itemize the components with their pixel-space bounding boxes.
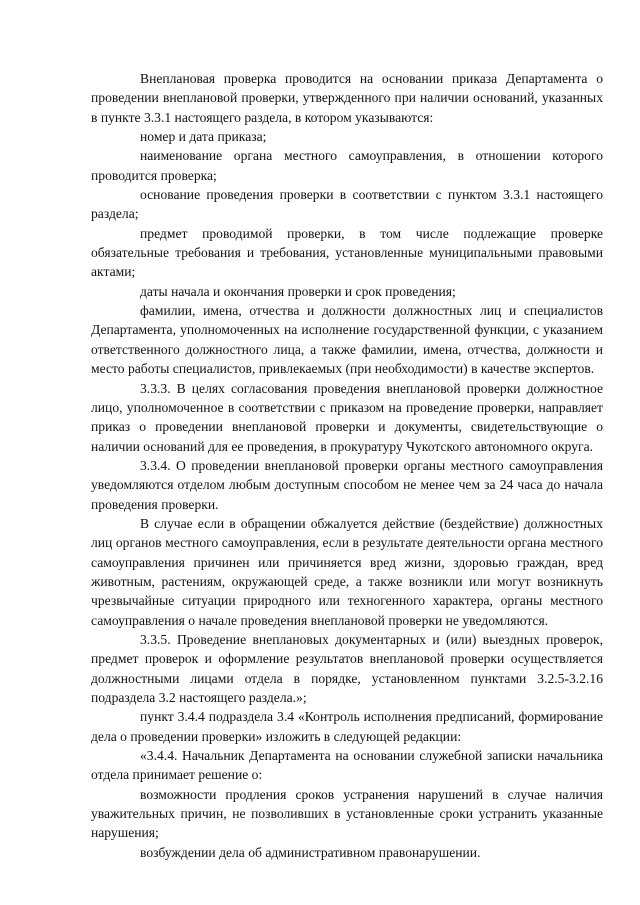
paragraph-inspection-grounds: основание проведения проверки в соответствии с пунктом 3.3.1 настоящего раздела; [91,187,603,222]
paragraph-order-number-date: номер и дата приказа; [140,129,267,145]
paragraph-officials-names: фамилии, имена, отчества и должности должностных лиц и специалистов Департамента, уполномоченных на исполнение государственной функции, с указанием ответственного должностного лица, а также фамилии, имена, отчества, должности и место работы специалистов, привлекаемых (при необходимости) в качестве экспертов. [91,303,603,377]
document-body [91,69,603,862]
paragraph-3-4-4-decision: «3.4.4. Начальник Департамента на основании служебной записки начальника отдела принимает решение о: [91,748,603,783]
paragraph-inspection-dates: даты начала и окончания проверки и срок проведения; [140,283,456,299]
paragraph-local-authority-name: наименование органа местного самоуправления, в отношении которого проводится проверка; [91,148,603,183]
paragraph-administrative-case: возбуждении дела об административном правонарушении. [140,844,481,860]
paragraph-inspection-subject: предмет проводимой проверки, в том числе подлежащие проверке обязательные требования и требования, установленные муниципальными правовыми актами; [91,225,603,280]
paragraph-3-3-3: 3.3.3. В целях согласования проведения внеплановой проверки должностное лицо, уполномоченное в соответствии с приказом на проведение проверки, направляет приказ о проведении внеплановой проверки и документы, свидетельствующие о наличии оснований для ее проведения, в прокуратуру Чукотского автономного округа. [91,380,603,454]
paragraph-point-3-4-4-amendment: пункт 3.4.4 подраздела 3.4 «Контроль исполнения предписаний, формирование дела о проведении проверки» изложить в следующей редакции: [91,709,603,744]
paragraph-deadline-extension: возможности продления сроков устранения нарушений в случае наличия уважительных причин, не позволивших в установленные сроки устранить указанные нарушения; [91,786,603,841]
paragraph-3-3-4: 3.3.4. О проведении внеплановой проверки органы местного самоуправления уведомляются отделом любым доступным способом не менее чем за 24 часа до начала проведения проверки. [91,457,603,512]
paragraph-unscheduled-inspection-basis: Внеплановая проверка проводится на основании приказа Департамента о проведении внеплановой проверки, утвержденного при наличии оснований, указанных в пункте 3.3.1 настоящего раздела, в котором указываются: [91,71,603,125]
paragraph-3-3-5: 3.3.5. Проведение внеплановых документарных и (или) выездных проверок, предмет проверок и оформление результатов внеплановой проверки осуществляется должностными лицами отдела в порядке, установленном пунктами 3.2.5-3.2.16 подраздела 3.2 настоящего раздела.»; [91,631,603,705]
paragraph-complaint-exception: В случае если в обращении обжалуется действие (бездействие) должностных лиц органов местного самоуправления, если в результате деятельности органа местного самоуправления причинен или причиняется вред жизни, здоровью граждан, вред животным, растениям, окружающей среде, а также возникли или могут возникнуть чрезвычайные ситуации природного или техногенного характера, органы местного самоуправления о начале проведения внеплановой проверки не уведомляются. [91,515,603,628]
